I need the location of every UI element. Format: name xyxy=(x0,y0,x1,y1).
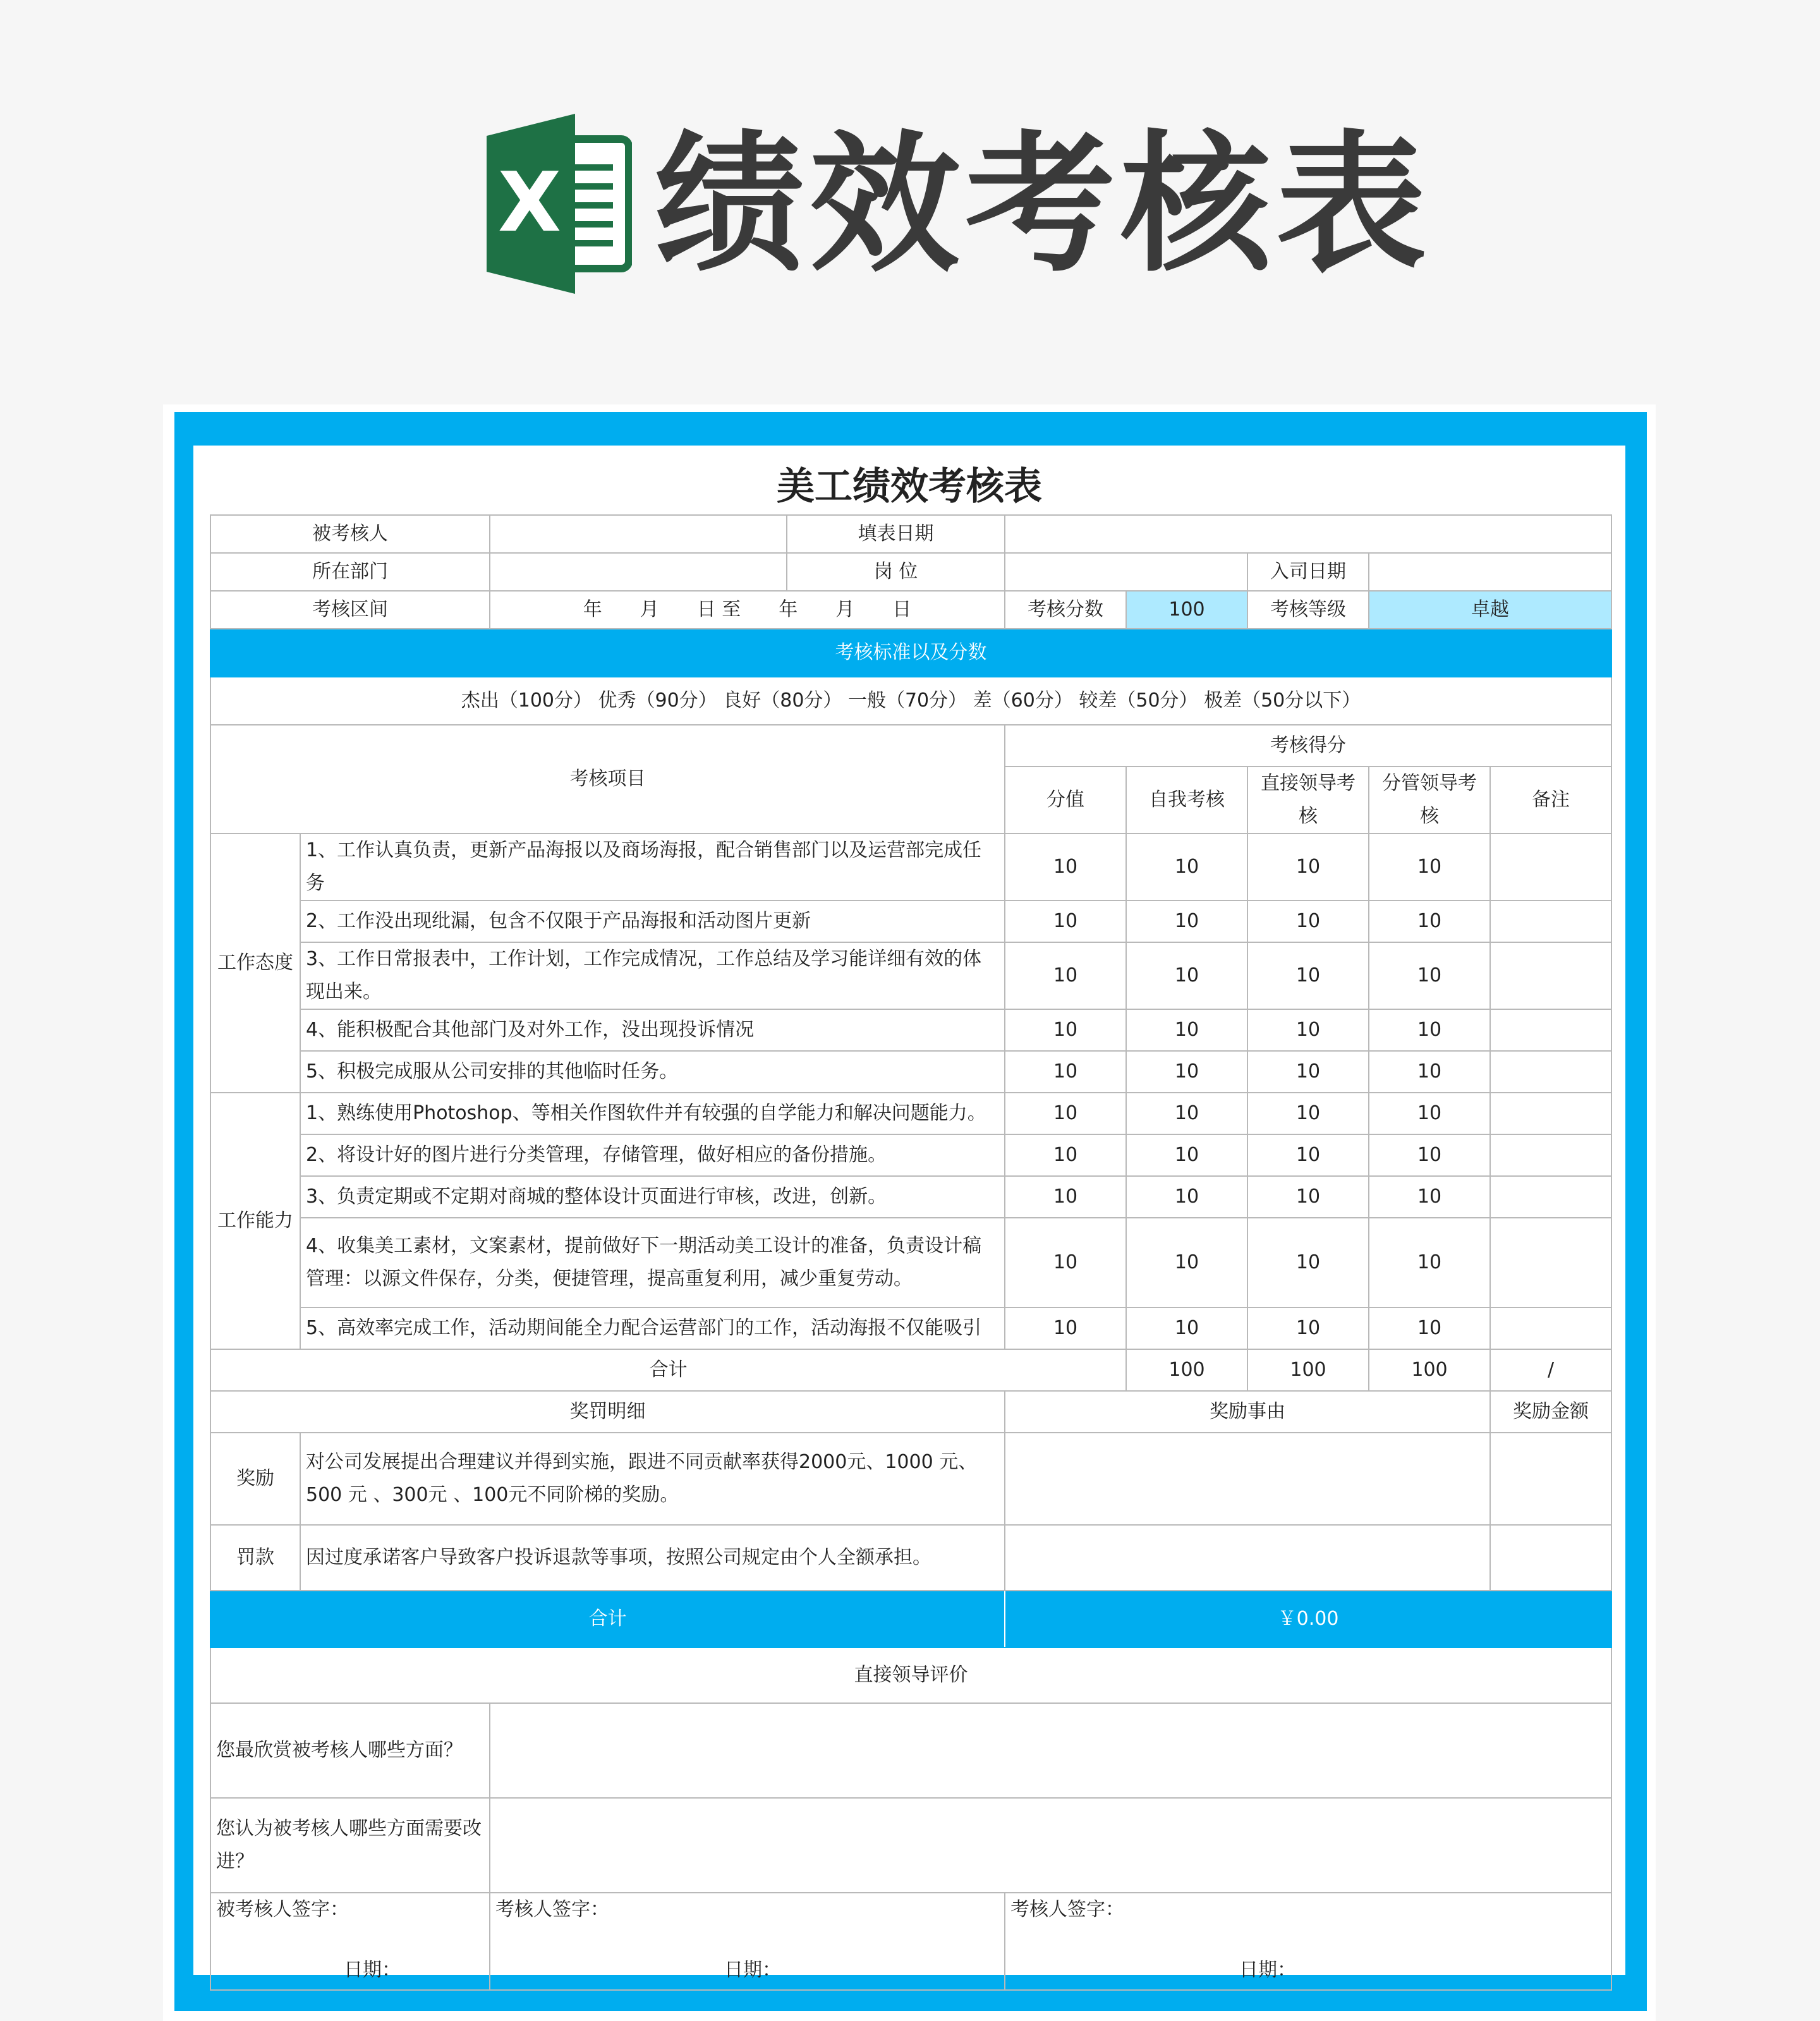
signature-date-label: 日期： xyxy=(724,1959,781,1981)
assessee-label: 被考核人 xyxy=(210,515,490,553)
table-row xyxy=(210,1308,1611,1349)
reward-reason-field[interactable] xyxy=(1005,1433,1490,1525)
score-cell[interactable]: 10 xyxy=(1369,1218,1490,1308)
table-row xyxy=(210,1051,1611,1093)
fill-date-label: 填表日期 xyxy=(787,515,1005,553)
score-cell[interactable]: 10 xyxy=(1126,1009,1247,1051)
score-cell[interactable]: 10 xyxy=(1369,1009,1490,1051)
sum-label: 合计 xyxy=(210,1591,1005,1648)
fill-date-field[interactable] xyxy=(1005,515,1611,553)
assessee-field[interactable] xyxy=(490,515,787,553)
item-text: 1、熟练使用Photoshop、等相关作图软件并有较强的自学能力和解决问题能力。 xyxy=(300,1093,1005,1134)
assessor-signature[interactable] xyxy=(490,1893,1005,1990)
remark-cell[interactable] xyxy=(1490,1308,1611,1349)
score-cell[interactable]: 10 xyxy=(1005,1009,1126,1051)
position-field[interactable] xyxy=(1005,553,1247,591)
table-row xyxy=(210,1176,1611,1218)
score-cell[interactable]: 10 xyxy=(1126,1134,1247,1176)
excel-icon xyxy=(487,114,632,294)
total-value: 100 xyxy=(1126,1349,1247,1391)
score-cell[interactable]: 10 xyxy=(1126,1308,1247,1349)
score-cell[interactable]: 10 xyxy=(1005,1176,1126,1218)
evaluation-row xyxy=(210,1703,1611,1798)
score-cell[interactable]: 10 xyxy=(1247,901,1369,942)
score-cell[interactable]: 10 xyxy=(1005,1218,1126,1308)
assessor-sign-label: 考核人签字： xyxy=(495,1898,609,1921)
score-cell[interactable]: 10 xyxy=(1247,1009,1369,1051)
remark-cell[interactable] xyxy=(1490,1176,1611,1218)
score-cell[interactable]: 10 xyxy=(1247,1308,1369,1349)
svg-text:X: X xyxy=(497,154,562,250)
score-value[interactable]: 100 xyxy=(1126,591,1247,629)
assessee-signature[interactable] xyxy=(210,1893,490,1990)
period-label: 考核区间 xyxy=(210,591,490,629)
table-row xyxy=(210,1218,1611,1308)
total-value: 100 xyxy=(1247,1349,1369,1391)
score-cell[interactable]: 10 xyxy=(1005,1051,1126,1093)
sheet-title: 美工绩效考核表 xyxy=(777,464,1042,509)
col-header: 分管领导考核 xyxy=(1369,767,1490,834)
remark-cell[interactable] xyxy=(1490,1093,1611,1134)
item-text: 4、能积极配合其他部门及对外工作，没出现投诉情况 xyxy=(300,1009,1005,1051)
score-cell[interactable]: 10 xyxy=(1247,1093,1369,1134)
score-cell[interactable]: 10 xyxy=(1247,1134,1369,1176)
item-text: 4、收集美工素材，文案素材，提前做好下一期活动美工设计的准备，负责设计稿管理：以源文件保存，分类，便捷管理，提高重复利用，减少重复劳动。 xyxy=(300,1218,1005,1308)
grade-label: 考核等级 xyxy=(1247,591,1369,629)
penalty-amount-field[interactable] xyxy=(1490,1525,1611,1591)
reward-text: 对公司发展提出合理建议并得到实施，跟进不同贡献率获得2000元、1000 元、500 元 、300元 、100元不同阶梯的奖励。 xyxy=(300,1433,1005,1525)
score-cell[interactable]: 10 xyxy=(1126,1218,1247,1308)
score-cell[interactable]: 10 xyxy=(1126,942,1247,1009)
col-header: 备注 xyxy=(1490,767,1611,834)
score-cell[interactable]: 10 xyxy=(1369,1308,1490,1349)
score-cell[interactable]: 10 xyxy=(1005,901,1126,942)
score-cell[interactable]: 10 xyxy=(1369,1134,1490,1176)
info-row xyxy=(210,515,1611,553)
evaluation-table xyxy=(210,514,1612,1991)
sum-value: ￥0.00 xyxy=(1005,1591,1611,1648)
entry-date-field[interactable] xyxy=(1369,553,1611,591)
info-row xyxy=(210,591,1611,629)
item-text: 1、工作认真负责，更新产品海报以及商场海报，配合销售部门以及运营部完成任务 xyxy=(300,834,1005,901)
remark-cell[interactable] xyxy=(1490,834,1611,901)
table-row xyxy=(210,942,1611,1009)
sum-row xyxy=(210,1591,1611,1648)
score-cell[interactable]: 10 xyxy=(1247,834,1369,901)
score-cell[interactable]: 10 xyxy=(1369,942,1490,1009)
position-label: 岗 位 xyxy=(787,553,1005,591)
penalty-row xyxy=(210,1525,1611,1591)
assessee-sign-label: 被考核人签字： xyxy=(216,1898,349,1921)
total-value: 100 xyxy=(1369,1349,1490,1391)
total-value: / xyxy=(1490,1349,1611,1391)
table-row xyxy=(210,834,1611,901)
score-cell[interactable]: 10 xyxy=(1126,1176,1247,1218)
standards-header: 考核标准以及分数 xyxy=(210,629,1611,677)
score-cell[interactable]: 10 xyxy=(1369,1176,1490,1218)
score-cell[interactable]: 10 xyxy=(1126,1093,1247,1134)
score-cell[interactable]: 10 xyxy=(1369,834,1490,901)
col-header: 分值 xyxy=(1005,767,1126,834)
evaluation-question: 您最欣赏被考核人哪些方面？ xyxy=(210,1703,490,1798)
page-title: 绩效考核表 xyxy=(654,118,1431,293)
page-header xyxy=(0,0,1820,379)
reward-amount-header: 奖励金额 xyxy=(1490,1391,1611,1433)
remark-cell[interactable] xyxy=(1490,1134,1611,1176)
evaluation-header-row xyxy=(210,1648,1611,1703)
evaluation-answer-field[interactable] xyxy=(490,1798,1611,1893)
group-label: 工作态度 xyxy=(210,834,300,1093)
evaluation-question: 您认为被考核人哪些方面需要改进？ xyxy=(210,1798,490,1893)
score-cell[interactable]: 10 xyxy=(1126,901,1247,942)
score-cell[interactable]: 10 xyxy=(1369,1051,1490,1093)
item-text: 3、负责定期或不定期对商城的整体设计页面进行审核，改进，创新。 xyxy=(300,1176,1005,1218)
grade-value[interactable]: 卓越 xyxy=(1369,591,1611,629)
info-row xyxy=(210,553,1611,591)
reward-row xyxy=(210,1433,1611,1525)
score-cell[interactable]: 10 xyxy=(1247,1176,1369,1218)
signature-date-label: 日期： xyxy=(344,1959,401,1981)
reward-header-row xyxy=(210,1391,1611,1433)
score-label: 考核分数 xyxy=(1005,591,1126,629)
total-row xyxy=(210,1349,1611,1391)
reward-reason-header: 奖励事由 xyxy=(1005,1391,1490,1433)
table-row xyxy=(210,1009,1611,1051)
assessor-sign-label: 考核人签字： xyxy=(1010,1898,1124,1921)
department-field[interactable] xyxy=(490,553,787,591)
col-header: 直接领导考核 xyxy=(1247,767,1369,834)
evaluation-header: 直接领导评价 xyxy=(210,1648,1611,1703)
reward-detail-header: 奖罚明细 xyxy=(210,1391,1005,1433)
penalty-label: 罚款 xyxy=(210,1525,300,1591)
reward-amount-field[interactable] xyxy=(1490,1433,1611,1525)
score-cell[interactable]: 10 xyxy=(1005,1093,1126,1134)
score-cell[interactable]: 10 xyxy=(1247,942,1369,1009)
penalty-reason-field[interactable] xyxy=(1005,1525,1490,1591)
score-cell[interactable]: 10 xyxy=(1369,1093,1490,1134)
score-cell[interactable]: 10 xyxy=(1126,834,1247,901)
score-cell[interactable]: 10 xyxy=(1005,834,1126,901)
entry-date-label: 入司日期 xyxy=(1247,553,1369,591)
score-cell[interactable]: 10 xyxy=(1005,942,1126,1009)
item-text: 2、将设计好的图片进行分类管理，存储管理，做好相应的备份措施。 xyxy=(300,1134,1005,1176)
score-cell[interactable]: 10 xyxy=(1369,901,1490,942)
table-row xyxy=(210,1093,1611,1134)
department-label: 所在部门 xyxy=(210,553,490,591)
signature-date-label: 日期： xyxy=(1239,1959,1296,1981)
item-text: 5、积极完成服从公司安排的其他临时任务。 xyxy=(300,1051,1005,1093)
score-cell[interactable]: 10 xyxy=(1247,1218,1369,1308)
group-label: 工作能力 xyxy=(210,1093,300,1349)
remark-cell[interactable] xyxy=(1490,1051,1611,1093)
signature-row xyxy=(210,1893,1611,1990)
table-row xyxy=(210,901,1611,942)
standards-row xyxy=(210,677,1611,725)
reward-label: 奖励 xyxy=(210,1433,300,1525)
remark-cell[interactable] xyxy=(1490,901,1611,942)
assessor-signature[interactable] xyxy=(1005,1893,1611,1990)
score-cell[interactable]: 10 xyxy=(1005,1308,1126,1349)
remark-cell[interactable] xyxy=(1490,942,1611,1009)
item-text: 5、高效率完成工作，活动期间能全力配合运营部门的工作，活动海报不仅能吸引 xyxy=(300,1308,1005,1349)
score-cell[interactable]: 10 xyxy=(1247,1051,1369,1093)
total-label: 合计 xyxy=(210,1349,1126,1391)
remark-cell[interactable] xyxy=(1490,1218,1611,1308)
item-text: 2、工作没出现纰漏，包含不仅限于产品海报和活动图片更新 xyxy=(300,901,1005,942)
item-text: 3、工作日常报表中，工作计划，工作完成情况，工作总结及学习能详细有效的体现出来。 xyxy=(300,942,1005,1009)
penalty-text: 因过度承诺客户导致客户投诉退款等事项，按照公司规定由个人全额承担。 xyxy=(300,1525,1005,1591)
evaluation-answer-field[interactable] xyxy=(490,1703,1611,1798)
table-row xyxy=(210,1134,1611,1176)
standards-text: 杰出（100分） 优秀（90分） 良好（80分） 一般（70分） 差（60分） 较差（50分） 极差（50分以下） xyxy=(210,677,1611,725)
score-cell[interactable]: 10 xyxy=(1005,1134,1126,1176)
period-field[interactable]: 年 月 日 至 年 月 日 xyxy=(490,591,1005,629)
evaluation-row xyxy=(210,1798,1611,1893)
score-cell[interactable]: 10 xyxy=(1126,1051,1247,1093)
col-header: 自我考核 xyxy=(1126,767,1247,834)
items-header-row xyxy=(210,725,1611,767)
standards-header-row xyxy=(210,629,1611,677)
score-header: 考核得分 xyxy=(1005,725,1611,767)
remark-cell[interactable] xyxy=(1490,1009,1611,1051)
items-header: 考核项目 xyxy=(210,725,1005,834)
